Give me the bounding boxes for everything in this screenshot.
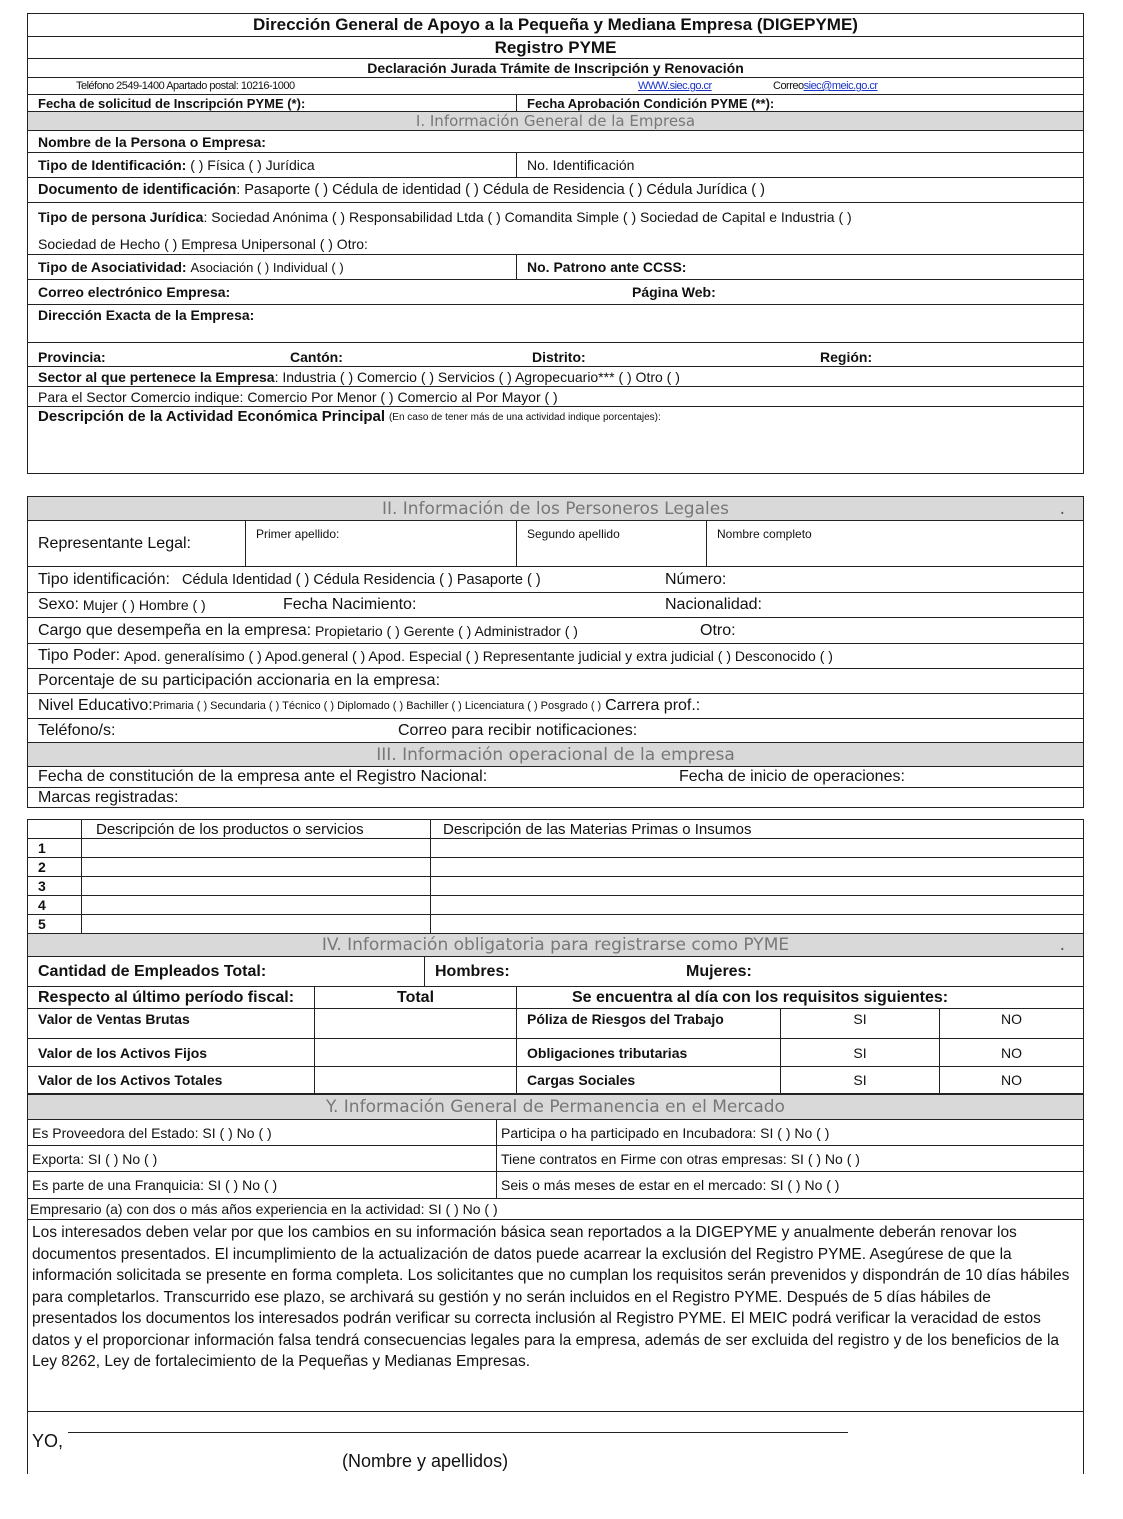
operations-start-field[interactable]: Fecha de inicio de operaciones: xyxy=(679,768,905,785)
legal-rep-row: Representante Legal: Primer apellido: Segundo apellido Nombre completo xyxy=(27,521,1084,567)
main-activity-field[interactable]: Descripción de la Actividad Económica Principal (En caso de tener más de una actividad indique porcentajes): xyxy=(27,407,1084,474)
employees-row xyxy=(27,957,1084,987)
position-other-field[interactable]: Otro: xyxy=(700,621,736,639)
table-row: 4 xyxy=(28,896,1084,915)
sex-row: Sexo: Mujer ( ) Hombre ( ) Fecha Nacimiento: Nacionalidad: xyxy=(27,593,1084,618)
full-name-field[interactable]: Nombre completo xyxy=(706,521,812,566)
no-option[interactable]: NO xyxy=(939,1009,1083,1038)
material-cell[interactable] xyxy=(431,858,1084,877)
id-type-row: Tipo de Identificación: ( ) Física ( ) Jurídica No. Identificación xyxy=(27,153,1084,178)
position-options[interactable]: Propietario ( ) Gerente ( ) Administrador ( ) xyxy=(314,622,578,639)
rep-phone-field[interactable]: Teléfono/s: xyxy=(38,721,116,739)
table-row: 5 xyxy=(28,915,1084,934)
total-value-cell[interactable] xyxy=(314,1039,516,1066)
share-percentage-field[interactable]: Porcentaje de su participación accionaria en la empresa: xyxy=(27,669,1084,694)
product-cell[interactable] xyxy=(82,877,431,896)
inscription-date-label: Fecha de solicitud de Inscripción PYME (*): xyxy=(38,95,306,111)
dates-row xyxy=(27,95,1084,112)
phone-text: Teléfono 2549-1400 Apartado postal: 10216-1000 xyxy=(76,80,295,92)
no-option[interactable]: NO xyxy=(939,1067,1083,1093)
email-link[interactable]: siec@meic.go.cr xyxy=(803,80,878,92)
email-label: Correosiec@meic.go.cr xyxy=(773,80,878,92)
nationality-field[interactable]: Nacionalidad: xyxy=(665,596,762,613)
women-field[interactable]: Mujeres: xyxy=(686,962,752,980)
career-field[interactable]: Carrera prof.: xyxy=(605,697,701,714)
export-options[interactable]: Exporta: SI ( ) No ( ) xyxy=(32,1150,158,1167)
fiscal-row: Valor de los Activos Totales Cargas Sociales SI NO xyxy=(27,1067,1084,1094)
table-row: 3 xyxy=(28,877,1084,896)
products-table xyxy=(27,819,1084,934)
rep-id-number-field[interactable]: Número: xyxy=(665,570,727,588)
rep-id-type-row: Tipo identificación: Cédula Identidad ( ) Cédula Residencia ( ) Pasaporte ( ) Número: xyxy=(27,567,1084,593)
si-option[interactable]: SI xyxy=(780,1039,939,1066)
permanence-row xyxy=(27,1146,1084,1172)
commerce-type-row[interactable]: Para el Sector Comercio indique: Comercio Por Menor ( ) Comercio al Por Mayor ( ) xyxy=(27,387,1084,407)
province-field[interactable]: Provincia: xyxy=(38,349,106,365)
notice-text: Los interesados deben velar por que los cambios en su información básica sean reportados a la DIGEPYME y anualmente deberán renovar los documentos presentados. El incumplimiento de la actualización de datos puede acarrear la exclusión del Registro PYME. Asegúrese de que la información solicitada se presente en forma completa. Los solicitantes que no cumplan los requisitos serán prevenidos y dispondrán de 10 días hábiles para completarlos. Transcurrido ese plazo, se archivará su gestión y no serán incluidos en el Registro PYME. Después de 5 días hábiles de presentados los documentos los interesados podrán verificar su correcta inclusión al Registro PYME. El MEIC podrá verificar la veracidad de estos datos y el proporcionar información falsa tendrá consecuencias legales para la empresa, además de ser excluida del registro y de los beneficios de la Ley 8262, Ley de fortalecimiento de la Pequeñas y Medianas Empresas. xyxy=(27,1220,1084,1412)
education-row: Nivel Educativo: Primaria ( ) Secundaria ( ) Técnico ( ) Diplomado ( ) Bachiller ( ) Licenciatura ( ) Posgrado ( ) Carrera prof.: xyxy=(27,694,1084,719)
material-cell[interactable] xyxy=(431,839,1084,858)
form-title: Dirección General de Apoyo a la Pequeña y Mediana Empresa (DIGEPYME) xyxy=(27,13,1084,37)
total-value-cell[interactable] xyxy=(314,1067,516,1093)
experience-options[interactable]: Empresario (a) con dos o más años experiencia en la actividad: SI ( ) No ( ) xyxy=(27,1199,1084,1220)
no-option[interactable]: NO xyxy=(939,1039,1083,1066)
sector-row[interactable]: Sector al que pertenece la Empresa : Industria ( ) Comercio ( ) Servicios ( ) Agropecuario*** ( ) Otro ( ) xyxy=(27,367,1084,387)
fiscal-header-row: Respecto al último período fiscal: Total Se encuentra al día con los requisitos siguientes: xyxy=(27,987,1084,1009)
state-supplier-options[interactable]: Es Proveedora del Estado: SI ( ) No ( ) xyxy=(32,1124,272,1141)
contact-row xyxy=(27,78,1084,95)
constitution-date-field[interactable]: Fecha de constitución de la empresa ante el Registro Nacional: xyxy=(38,768,488,785)
canton-field[interactable]: Cantón: xyxy=(290,349,343,365)
product-cell[interactable] xyxy=(82,896,431,915)
legal-person-type-row[interactable]: Tipo de persona Jurídica: Sociedad Anónima ( ) Responsabilidad Ltda ( ) Comandita Simple ( ) Sociedad de Capital e Industria ( ) Sociedad de Hecho ( ) Empresa Unipersonal ( ) Otro: xyxy=(27,203,1084,255)
material-cell[interactable] xyxy=(431,896,1084,915)
materials-col-header: Descripción de las Materias Primas o Insumos xyxy=(431,820,1084,839)
birth-date-field[interactable]: Fecha Nacimiento: xyxy=(283,596,417,613)
si-option[interactable]: SI xyxy=(780,1009,939,1038)
section-2-header: II. Información de los Personeros Legales . xyxy=(27,496,1084,521)
fiscal-row: Valor de los Activos Fijos Obligaciones tributarias SI NO xyxy=(27,1039,1084,1067)
id-number-field[interactable]: No. Identificación xyxy=(516,153,634,177)
requirements-header: Se encuentra al día con los requisitos siguientes: xyxy=(516,987,948,1008)
permanence-row xyxy=(27,1172,1084,1199)
total-value-cell[interactable] xyxy=(314,1009,516,1038)
website-field[interactable]: Página Web: xyxy=(632,284,716,300)
name-caption: (Nombre y apellidos) xyxy=(342,1451,509,1471)
products-col-header: Descripción de los productos o servicios xyxy=(82,820,431,839)
men-field[interactable]: Hombres: xyxy=(424,957,510,986)
first-surname-field[interactable]: Primer apellido: xyxy=(245,521,339,566)
material-cell[interactable] xyxy=(431,915,1084,934)
table-row: 1 xyxy=(28,839,1084,858)
total-employees-field[interactable]: Cantidad de Empleados Total: xyxy=(38,962,267,980)
si-option[interactable]: SI xyxy=(780,1067,939,1093)
brands-field[interactable]: Marcas registradas: xyxy=(27,788,1084,808)
franchise-options[interactable]: Es parte de una Franquicia: SI ( ) No ( ) xyxy=(32,1177,278,1193)
company-email-field[interactable]: Correo electrónico Empresa: xyxy=(38,284,231,300)
district-field[interactable]: Distrito: xyxy=(532,349,586,365)
table-row: 2 xyxy=(28,858,1084,877)
signature-area xyxy=(27,1412,1084,1474)
notification-email-field[interactable]: Correo para recibir notificaciones: xyxy=(398,721,638,739)
permanence-row xyxy=(27,1120,1084,1146)
address-field[interactable]: Dirección Exacta de la Empresa: xyxy=(27,305,1084,343)
section-1-header: I. Información General de la Empresa xyxy=(27,112,1084,131)
product-cell[interactable] xyxy=(82,858,431,877)
ccss-employer-field[interactable]: No. Patrono ante CCSS: xyxy=(516,255,686,279)
location-row xyxy=(27,343,1084,367)
position-row: Cargo que desempeña en la empresa: Propietario ( ) Gerente ( ) Administrador ( ) Otro: xyxy=(27,618,1084,644)
section-3-header: III. Información operacional de la empresa xyxy=(27,743,1084,767)
sex-options[interactable]: Mujer ( ) Hombre ( ) xyxy=(82,597,206,613)
company-name-field[interactable]: Nombre de la Persona o Empresa: xyxy=(27,131,1084,153)
rep-id-options[interactable]: Cédula Identidad ( ) Cédula Residencia ( ) Pasaporte ( ) xyxy=(182,571,541,588)
email-web-row xyxy=(27,280,1084,305)
total-col-header: Total xyxy=(314,987,516,1008)
document-type-row[interactable]: Documento de identificación : Pasaporte ( ) Cédula de identidad ( ) Cédula de Residencia ( ) Cédula Jurídica ( ) xyxy=(27,178,1084,203)
constitution-row xyxy=(27,767,1084,788)
association-row: Tipo de Asociatividad: Asociación ( ) Individual ( ) No. Patrono ante CCSS: xyxy=(27,255,1084,280)
contact-rep-row xyxy=(27,719,1084,743)
form-declaration: Declaración Jurada Trámite de Inscripción y Renovación xyxy=(27,59,1084,78)
yo-label: YO, xyxy=(32,1431,64,1451)
contracts-options[interactable]: Tiene contratos en Firme con otras empresas: SI ( ) No ( ) xyxy=(496,1146,860,1171)
second-surname-field[interactable]: Segundo apellido xyxy=(516,521,620,566)
region-field[interactable]: Región: xyxy=(820,349,873,365)
power-type-row[interactable]: Tipo Poder: Apod. generalísimo ( ) Apod.general ( ) Apod. Especial ( ) Representante judicial y extra judicial ( ) Desconocido ( ) xyxy=(27,644,1084,669)
pyme-registration-form xyxy=(27,13,1084,1474)
product-cell[interactable] xyxy=(82,839,431,858)
section-4-header: IV. Información obligatoria para registrarse como PYME . xyxy=(27,934,1084,957)
form-subtitle: Registro PYME xyxy=(27,37,1084,59)
association-options[interactable]: Asociación ( ) Individual ( ) xyxy=(190,259,344,275)
section-5-header: Y. Información General de Permanencia en el Mercado xyxy=(27,1094,1084,1120)
approval-date-label[interactable]: Fecha Aprobación Condición PYME (**): xyxy=(516,95,774,111)
product-cell[interactable] xyxy=(82,915,431,934)
name-signature-line[interactable] xyxy=(68,1432,848,1433)
fiscal-row: Valor de Ventas Brutas Póliza de Riesgos del Trabajo SI NO xyxy=(27,1009,1084,1039)
incubator-options[interactable]: Participa o ha participado en Incubadora: SI ( ) No ( ) xyxy=(496,1120,829,1145)
table-header-row xyxy=(28,820,1084,839)
id-type-options[interactable]: ( ) Física ( ) Jurídica xyxy=(190,157,315,173)
education-options[interactable]: Primaria ( ) Secundaria ( ) Técnico ( ) Diplomado ( ) Bachiller ( ) Licenciatura ( ) Posgrado ( ) xyxy=(152,700,602,712)
material-cell[interactable] xyxy=(431,877,1084,896)
website-link[interactable]: WWW.siec.go.cr xyxy=(638,80,712,92)
six-months-options[interactable]: Seis o más meses de estar en el mercado: SI ( ) No ( ) xyxy=(496,1172,839,1198)
